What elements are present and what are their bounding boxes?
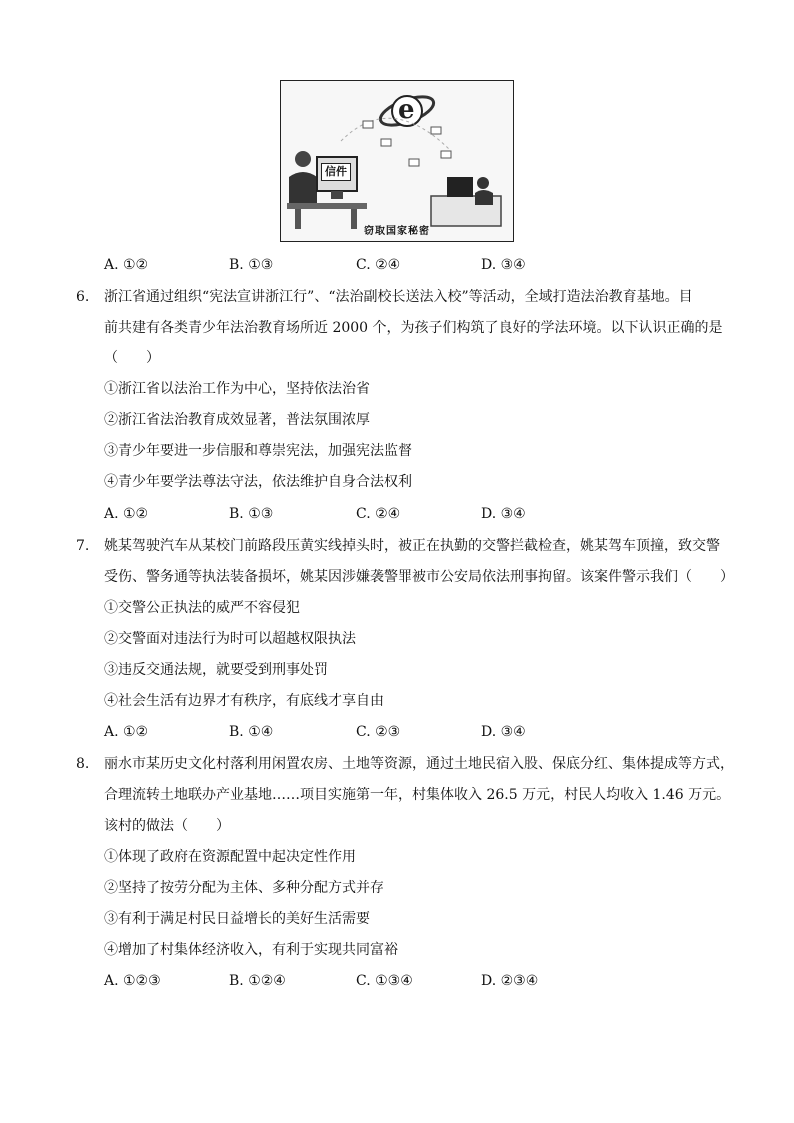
q6-option-c: C. ②④ (356, 506, 401, 522)
q8-item-4: ④增加了村集体经济收入，有利于实现共同富裕 (104, 942, 398, 958)
q8-option-a: A. ①②③ (104, 973, 161, 989)
q8-item-3: ③有利于满足村民日益增长的美好生活需要 (104, 911, 370, 927)
q8-stem-line-1: 丽水市某历史文化村落利用闲置农房、土地等资源，通过土地民宿入股、保底分红、集体提成等方式， (104, 756, 734, 772)
q7-item-1: ①交警公正执法的威严不容侵犯 (104, 600, 300, 616)
q6-option-a: A. ①② (104, 506, 149, 522)
q7-option-d: D. ③④ (481, 724, 526, 740)
mail-label: 信件 (321, 163, 351, 181)
q7-option-c: C. ②③ (356, 724, 401, 740)
q7-number: 7. (76, 538, 90, 554)
q5-option-c: C. ②④ (356, 257, 401, 273)
q8-option-c: C. ①③④ (356, 973, 413, 989)
q7-stem-line-2: 受伤、警务通等执法装备损坏，姚某因涉嫌袭警罪被市公安局依法刑事拘留。该案件警示我们（ ） (104, 569, 734, 585)
q5-option-b: B. ①③ (229, 257, 274, 273)
q6-option-b: B. ①③ (229, 506, 274, 522)
right-person-figure (431, 177, 501, 226)
q6-stem-line-2: 前共建有各类青少年法治教育场所近 2000 个，为孩子们构筑了良好的学法环境。以下认识正确的是 (104, 320, 723, 336)
q5-option-a: A. ①② (104, 257, 149, 273)
q5-option-d: D. ③④ (481, 257, 526, 273)
q6-stem-line-1: 浙江省通过组织“宪法宣讲浙江行”、“法治副校长送法入校”等活动，全域打造法治教育基地。目 (104, 289, 693, 305)
q6-item-2: ②浙江省法治教育成效显著，普法氛围浓厚 (104, 412, 370, 428)
q8-option-b: B. ①②④ (229, 973, 286, 989)
q7-stem-line-1: 姚某驾驶汽车从某校门前路段压黄实线掉头时，被正在执勤的交警拦截检查，姚某驾车顶撞，致交警 (104, 538, 720, 554)
q7-item-2: ②交警面对违法行为时可以超越权限执法 (104, 631, 356, 647)
q6-stem-line-3: （ ） (104, 350, 160, 366)
q6-number: 6. (76, 289, 90, 305)
q7-item-3: ③违反交通法规，就要受到刑事处罚 (104, 662, 328, 678)
browser-letter: e (398, 95, 415, 125)
q6-item-3: ③青少年要进一步信服和尊崇宪法，加强宪法监督 (104, 443, 412, 459)
q7-option-b: B. ①④ (229, 724, 274, 740)
q8-item-1: ①体现了政府在资源配置中起决定性作用 (104, 849, 356, 865)
illustration-drawing (281, 81, 513, 241)
q8-number: 8. (76, 756, 90, 772)
q7-option-a: A. ①② (104, 724, 149, 740)
q8-item-2: ②坚持了按劳分配为主体、多种分配方式并存 (104, 880, 384, 896)
q8-stem-line-3: 该村的做法（ ） (104, 818, 230, 834)
q7-item-4: ④社会生活有边界才有秩序，有底线才享自由 (104, 693, 384, 709)
q6-item-1: ①浙江省以法治工作为中心，坚持依法治省 (104, 381, 370, 397)
q8-option-d: D. ②③④ (481, 973, 539, 989)
q8-stem-line-2: 合理流转土地联办产业基地……项目实施第一年，村集体收入 26.5 万元，村民人均收入 1.46 万元。 (104, 787, 731, 803)
q6-item-4: ④青少年要学法尊法守法，依法维护自身合法权利 (104, 474, 412, 490)
q6-option-d: D. ③④ (481, 506, 526, 522)
illustration-stealing-secrets (280, 80, 514, 242)
figure-caption: 窃取国家秘密 (364, 226, 430, 237)
